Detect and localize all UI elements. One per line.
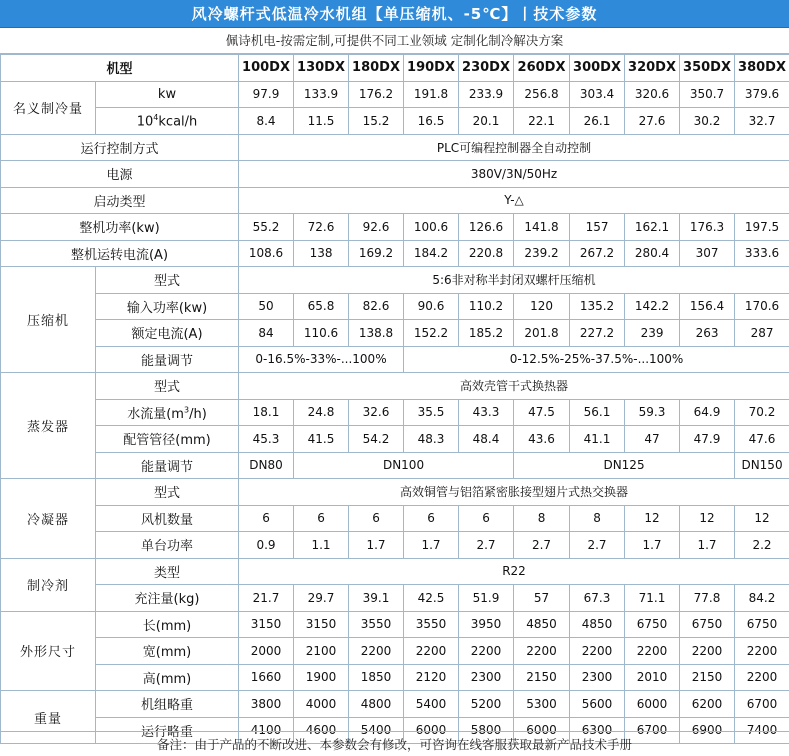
cell: 77.8 (680, 585, 735, 612)
cell: 2150 (680, 664, 735, 691)
cell: 110.2 (459, 293, 514, 320)
row-label: 充注量(kg) (96, 585, 239, 612)
page-subtitle: 佩诗机电-按需定制,可提供不同工业领域 定制化制冷解决方案 (0, 27, 789, 54)
cell: 5400 (349, 717, 404, 744)
row-label: 机组略重 (96, 691, 239, 718)
merged-cell: 高效铜管与铝箔紧密胀接型翅片式热交换器 (239, 479, 789, 506)
cell: 59.3 (625, 399, 680, 426)
cell: 4850 (514, 611, 570, 638)
merged-cell: 0-16.5%-33%-...100% (239, 346, 404, 373)
row-label (96, 108, 239, 135)
cell: 54.2 (349, 426, 404, 453)
cell: 92.6 (349, 214, 404, 241)
flow-label-pre: 水流量(m (127, 407, 184, 422)
flow-label-post: /h) (189, 407, 207, 422)
cell: 12 (680, 505, 735, 532)
table-row (1, 399, 789, 426)
table-row (1, 240, 789, 267)
cell: 1900 (294, 664, 349, 691)
cell: 3150 (294, 611, 349, 638)
cell: 5200 (459, 691, 514, 718)
cell: 2.7 (514, 532, 570, 559)
cell: 43.3 (459, 399, 514, 426)
cell: 55.2 (239, 214, 294, 241)
cell: 320.6 (625, 81, 680, 108)
group-dimensions: 外形尺寸 (1, 611, 96, 691)
cell: 2200 (459, 638, 514, 665)
cell: 256.8 (514, 81, 570, 108)
cell: 6 (349, 505, 404, 532)
cell: 4600 (294, 717, 349, 744)
table-header-row (1, 55, 789, 82)
model-cell: 380DX (735, 55, 789, 82)
cell: 263 (680, 320, 735, 347)
cell: 18.1 (239, 399, 294, 426)
cell: 239 (625, 320, 680, 347)
row-label: 启动类型 (1, 187, 239, 214)
cell: 2200 (570, 638, 625, 665)
group-refrigerant: 制冷剂 (1, 558, 96, 611)
cell: 287 (735, 320, 789, 347)
row-label: 类型 (96, 558, 239, 585)
cell: 3550 (349, 611, 404, 638)
cell: 201.8 (514, 320, 570, 347)
cell: 2.7 (459, 532, 514, 559)
cell: 5400 (404, 691, 459, 718)
cell: 176.2 (349, 81, 404, 108)
cell: 120 (514, 293, 570, 320)
row-label: 单台功率 (96, 532, 239, 559)
cell: 26.1 (570, 108, 625, 135)
cell: 72.6 (294, 214, 349, 241)
cell: 2200 (735, 664, 789, 691)
cell: 11.5 (294, 108, 349, 135)
model-cell: 320DX (625, 55, 680, 82)
cell: 4850 (570, 611, 625, 638)
cell: 176.3 (680, 214, 735, 241)
table-row (1, 108, 789, 135)
table-row (1, 267, 789, 294)
row-label: 宽(mm) (96, 638, 239, 665)
cell: 3800 (239, 691, 294, 718)
cell: 307 (680, 240, 735, 267)
table-row (1, 320, 789, 347)
cell: 6900 (680, 717, 735, 744)
cell: 2200 (735, 638, 789, 665)
cell: 8 (570, 505, 625, 532)
cell: 65.8 (294, 293, 349, 320)
merged-cell: DN125 (514, 452, 735, 479)
table-row (1, 81, 789, 108)
cell: 3150 (239, 611, 294, 638)
cell: 45.3 (239, 426, 294, 453)
cell: 71.1 (625, 585, 680, 612)
cell: 48.3 (404, 426, 459, 453)
cell: 6 (294, 505, 349, 532)
cell: 82.6 (349, 293, 404, 320)
cell: 4000 (294, 691, 349, 718)
cell: 350.7 (680, 81, 735, 108)
row-label: 整机功率(kw) (1, 214, 239, 241)
cell: 6750 (625, 611, 680, 638)
footer-note: 备注：由于产品的不断改进、本参数会有修改，可咨询在线客服获取最新产品技术手册 (0, 731, 789, 756)
cell: 4800 (349, 691, 404, 718)
table-row (1, 558, 789, 585)
row-label: 风机数量 (96, 505, 239, 532)
cell: 30.2 (680, 108, 735, 135)
cell: 50 (239, 293, 294, 320)
cell: 1.7 (404, 532, 459, 559)
cell: 47.5 (514, 399, 570, 426)
cell: 108.6 (239, 240, 294, 267)
cell: 152.2 (404, 320, 459, 347)
cell: 48.4 (459, 426, 514, 453)
cell: 141.8 (514, 214, 570, 241)
cell: 162.1 (625, 214, 680, 241)
cell: 6750 (735, 611, 789, 638)
cell: 84.2 (735, 585, 789, 612)
cell: 157 (570, 214, 625, 241)
row-label: kw (96, 81, 239, 108)
row-label: 运行控制方式 (1, 134, 239, 161)
cell: 2.2 (735, 532, 789, 559)
table-row (1, 611, 789, 638)
cell: 2150 (514, 664, 570, 691)
cell: 47.6 (735, 426, 789, 453)
page-title: 风冷螺杆式低温冷水机组【单压缩机、-5℃】丨技术参数 (0, 0, 789, 28)
cell: 4100 (239, 717, 294, 744)
row-label: 型式 (96, 267, 239, 294)
table-row (1, 373, 789, 400)
cell: 6700 (625, 717, 680, 744)
table-row (1, 293, 789, 320)
cell: 42.5 (404, 585, 459, 612)
cell: 32.6 (349, 399, 404, 426)
kcal-sup: 4 (153, 113, 158, 122)
merged-cell: DN100 (294, 452, 514, 479)
table-row (1, 346, 789, 373)
cell: 47.9 (680, 426, 735, 453)
cell: 6 (239, 505, 294, 532)
cell: 1.7 (680, 532, 735, 559)
merged-cell: 5:6非对称半封闭双螺杆压缩机 (239, 267, 789, 294)
cell: 2300 (570, 664, 625, 691)
merged-cell: PLC可编程控制器全自动控制 (239, 134, 789, 161)
merged-cell: R22 (239, 558, 789, 585)
cell: 41.5 (294, 426, 349, 453)
table-row (1, 479, 789, 506)
table-row (1, 214, 789, 241)
cell: 22.1 (514, 108, 570, 135)
row-label (96, 399, 239, 426)
cell: 2.7 (570, 532, 625, 559)
cell: 39.1 (349, 585, 404, 612)
group-compressor: 压缩机 (1, 267, 96, 373)
group-evaporator: 蒸发器 (1, 373, 96, 479)
table-row (1, 691, 789, 718)
model-cell: 100DX (239, 55, 294, 82)
merged-cell: DN80 (239, 452, 294, 479)
cell: 185.2 (459, 320, 514, 347)
cell: 197.5 (735, 214, 789, 241)
cell: 32.7 (735, 108, 789, 135)
flow-sup: 3 (184, 405, 189, 414)
cell: 57 (514, 585, 570, 612)
cell: 84 (239, 320, 294, 347)
cell: 3550 (404, 611, 459, 638)
cell: 239.2 (514, 240, 570, 267)
model-cell: 350DX (680, 55, 735, 82)
cell: 15.2 (349, 108, 404, 135)
table-row (1, 187, 789, 214)
cell: 2200 (680, 638, 735, 665)
model-header-label: 机型 (1, 55, 239, 82)
cell: 6300 (570, 717, 625, 744)
row-label: 能量调节 (96, 346, 239, 373)
cell: 43.6 (514, 426, 570, 453)
row-label: 配管管径(mm) (96, 426, 239, 453)
row-label: 整机运转电流(A) (1, 240, 239, 267)
row-label: 额定电流(A) (96, 320, 239, 347)
cell: 41.1 (570, 426, 625, 453)
cell: 64.9 (680, 399, 735, 426)
cell: 267.2 (570, 240, 625, 267)
cell: 6200 (680, 691, 735, 718)
group-condenser: 冷凝器 (1, 479, 96, 559)
cell: 29.7 (294, 585, 349, 612)
cell: 135.2 (570, 293, 625, 320)
row-label: 型式 (96, 479, 239, 506)
cell: 21.7 (239, 585, 294, 612)
cell: 6000 (625, 691, 680, 718)
group-cooling-capacity: 名义制冷量 (1, 81, 96, 134)
cell: 8.4 (239, 108, 294, 135)
model-cell: 130DX (294, 55, 349, 82)
cell: 47 (625, 426, 680, 453)
cell: 16.5 (404, 108, 459, 135)
merged-cell: Y-△ (239, 187, 789, 214)
cell: 2100 (294, 638, 349, 665)
merged-cell: 高效壳管干式换热器 (239, 373, 789, 400)
cell: 1.7 (625, 532, 680, 559)
merged-cell: 0-12.5%-25%-37.5%-...100% (404, 346, 789, 373)
merged-cell: DN150 (735, 452, 789, 479)
cell: 2000 (239, 638, 294, 665)
model-cell: 190DX (404, 55, 459, 82)
cell: 2300 (459, 664, 514, 691)
model-cell: 260DX (514, 55, 570, 82)
table-row (1, 532, 789, 559)
cell: 1.7 (349, 532, 404, 559)
cell: 90.6 (404, 293, 459, 320)
merged-cell: 380V/3N/50Hz (239, 161, 789, 188)
cell: 5800 (459, 717, 514, 744)
cell: 24.8 (294, 399, 349, 426)
spec-table (0, 54, 789, 744)
cell: 35.5 (404, 399, 459, 426)
row-label: 高(mm) (96, 664, 239, 691)
table-row (1, 585, 789, 612)
table-row (1, 134, 789, 161)
cell: 20.1 (459, 108, 514, 135)
cell: 133.9 (294, 81, 349, 108)
cell: 303.4 (570, 81, 625, 108)
cell: 142.2 (625, 293, 680, 320)
cell: 2200 (625, 638, 680, 665)
table-row (1, 452, 789, 479)
cell: 220.8 (459, 240, 514, 267)
cell: 2120 (404, 664, 459, 691)
cell: 6700 (735, 691, 789, 718)
cell: 1850 (349, 664, 404, 691)
cell: 12 (735, 505, 789, 532)
model-cell: 230DX (459, 55, 514, 82)
cell: 138.8 (349, 320, 404, 347)
cell: 27.6 (625, 108, 680, 135)
cell: 8 (514, 505, 570, 532)
cell: 233.9 (459, 81, 514, 108)
cell: 191.8 (404, 81, 459, 108)
group-weight: 重量 (1, 691, 96, 744)
cell: 2010 (625, 664, 680, 691)
cell: 138 (294, 240, 349, 267)
row-label: 输入功率(kw) (96, 293, 239, 320)
cell: 6000 (404, 717, 459, 744)
cell: 184.2 (404, 240, 459, 267)
row-label: 长(mm) (96, 611, 239, 638)
cell: 156.4 (680, 293, 735, 320)
cell: 70.2 (735, 399, 789, 426)
cell: 6000 (514, 717, 570, 744)
model-cell: 300DX (570, 55, 625, 82)
cell: 56.1 (570, 399, 625, 426)
cell: 6 (459, 505, 514, 532)
cell: 126.6 (459, 214, 514, 241)
cell: 169.2 (349, 240, 404, 267)
table-row (1, 664, 789, 691)
cell: 3950 (459, 611, 514, 638)
cell: 280.4 (625, 240, 680, 267)
cell: 379.6 (735, 81, 789, 108)
cell: 110.6 (294, 320, 349, 347)
kcal-suffix: kcal/h (158, 114, 197, 129)
cell: 333.6 (735, 240, 789, 267)
cell: 6750 (680, 611, 735, 638)
cell: 227.2 (570, 320, 625, 347)
cell: 100.6 (404, 214, 459, 241)
cell: 12 (625, 505, 680, 532)
row-label: 能量调节 (96, 452, 239, 479)
cell: 2200 (404, 638, 459, 665)
cell: 5300 (514, 691, 570, 718)
cell: 6 (404, 505, 459, 532)
kcal-prefix: 10 (137, 114, 154, 129)
row-label: 电源 (1, 161, 239, 188)
model-cell: 180DX (349, 55, 404, 82)
table-row (1, 161, 789, 188)
row-label: 型式 (96, 373, 239, 400)
cell: 1660 (239, 664, 294, 691)
row-label: 运行略重 (96, 717, 239, 744)
table-row (1, 638, 789, 665)
table-row (1, 505, 789, 532)
cell: 2200 (514, 638, 570, 665)
cell: 170.6 (735, 293, 789, 320)
cell: 0.9 (239, 532, 294, 559)
table-row (1, 426, 789, 453)
cell: 1.1 (294, 532, 349, 559)
cell: 97.9 (239, 81, 294, 108)
cell: 67.3 (570, 585, 625, 612)
cell: 5600 (570, 691, 625, 718)
cell: 7400 (735, 717, 789, 744)
cell: 2200 (349, 638, 404, 665)
cell: 51.9 (459, 585, 514, 612)
